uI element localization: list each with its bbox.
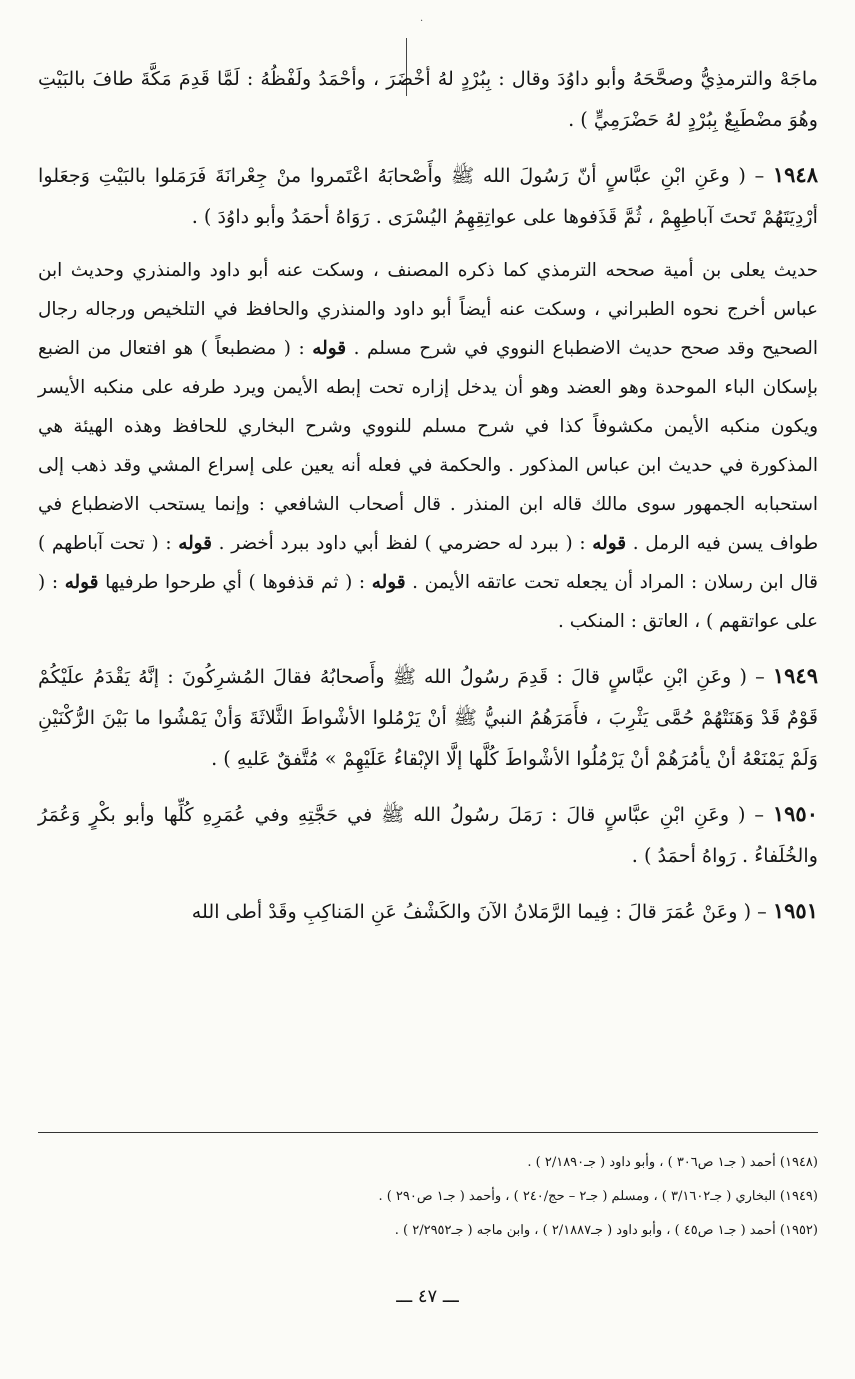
hadith-text-1949: – ( وعَنِ ابْنِ عبَّاسٍ قالَ : قَدِمَ رسُولُ الله ﷺ وأَصحابُهُ فقالَ المُشرِكُونَ : إنَّهُ يَقْدَمُ علَيْكُمْ قَوْمٌ قَدْ وَهَنَتْهُمْ حُمَّى يَثْرِبَ ، فأَمَرَهُمُ النبيُّ ﷺ أنْ يَرْمُلوا الأشْواطَ الثَّلاثَةَ وَأنْ يَمْشُوا ما بَيْنَ الرُّكْنَيْنِ وَلَمْ يَمْنَعْهُ أنْ يأمُرَهُمْ أنْ يَرْمُلُوا الأشْواطَ كُلَّها إلَّا الإبْقاءُ عَلَيْهِمْ » مُتَّفقٌ عَليهِ ) . [38,665,818,770]
paragraph-top [38,58,818,140]
keyword-qawluh-2: قوله [592,533,627,554]
commentary-p3: : ( ببرد له حضرمي ) لفظ أبي داود ببرد أخضر . [218,533,593,554]
hadith-number-1949: ١٩٤٩ [772,663,818,688]
top-line-text: ماجَهْ والترمذِيُّ وصحَّحَهُ وأبو داوُدَ وقال : بِبُرْدٍ لهُ أخْضَرَ ، وأحْمَدُ ولَفْظُهُ : لَمَّا قَدِمَ مَكَّةَ طافَ بالبَيْتِ وهُوَ مضْطَبِعٌ بِبُرْدٍ لهُ حَضْرَمِيٍّ ) . [38,67,818,131]
footnote-divider [38,1132,818,1133]
keyword-qawluh-4: قوله [371,572,406,593]
hadith-1948 [38,154,818,237]
commentary-p1: حديث يعلى بن أمية صححه الترمذي كما ذكره المصنف ، وسكت عنه أبو داود والمنذري وحديث ابن عباس أخرج نحوه الطبراني ، وسكت عنه أيضاً أبو داود والمنذري والحافظ في التلخيص ورجاله رجال الصحيح وقد صحح حديث الاضطباع النووي في شرح مسلم . [38,260,818,359]
hadith-1950 [38,793,818,876]
footnote-1949: (١٩٤٩) البخاري ( جـ٣/١٦٠٢ ) ، ومسلم ( جـ٢ – حج/٢٤٠ ) ، وأحمد ( جـ١ ص٢٩٠ ) . [378,1189,818,1204]
hadith-1949 [38,655,818,779]
hadith-number-1951: ١٩٥١ [772,898,818,923]
hadith-text-1948: – ( وعَنِ ابْنِ عبَّاسٍ أنّ رَسُولَ الله ﷺ وأَصْحابَهُ اعْتَمروا منْ جِعْرانَةَ فَرَمَلوا بالبَيْتِ وَجعَلوا أرْدِيَتَهُمْ تَحتَ آباطِهِمْ ، ثُمَّ قَذَفوها على عواتِقِهِمُ اليُسْرَى . رَوَاهُ أحمَدُ وأبو داوُدَ ) . [38,164,818,228]
footnotes [38,1146,818,1248]
keyword-qawluh-1: قوله [312,338,347,359]
keyword-qawluh-5: قوله [64,572,99,593]
commentary-p6: : ( على عواتقهم ) ، العاتق : المنكب . [38,572,818,632]
commentary-p2: : ( مضطبعاً ) هو افتعال من الضبع بإسكان الباء الموحدة وهو العضد وهو أن يدخل إزاره تحت إبطه الأيمن ويرد طرفه على منكبه الأيسر ويكون منكبه الأيمن مكشوفاً كذا في شرح مسلم للنووي وشرح البخاري للحافظ وهذه الهيئة هي المذكورة في حديث ابن عباس المذكور . والحكمة في فعله أنه يعين على إسراع المشي وقد ذهب إلى استحبابه الجمهور سوى مالك قاله ابن المنذر . قال أصحاب الشافعي : وإنما يستحب الاضطباع في طواف يسن فيه الرمل . [38,338,818,554]
page-number: ـــ ٤٧ ـــ [396,1286,459,1307]
scan-mark: · [420,16,424,27]
hadith-text-1950: – ( وعَنِ ابْنِ عبَّاسٍ قالَ : رَمَلَ رسُولُ الله ﷺ في حَجَّتِهِ وفي عُمَرِهِ كُلِّها وأبو بكْرٍ وَعُمَرُ والخُلَفاءُ . رَواهُ أحمَدُ ) . [38,803,818,867]
commentary-p4: : ( تحت آباطهم ) قال ابن رسلان : المراد أن يجعله تحت عاتقه الأيمن . [38,533,818,593]
page-body [38,58,818,946]
keyword-qawluh-3: قوله [178,533,212,554]
hadith-number-1948: ١٩٤٨ [772,162,818,187]
hadith-1951 [38,890,818,932]
footnote-1952: (١٩٥٢) أحمد ( جـ١ ص٤٥ ) ، وأبو داود ( جـ٢/١٨٨٧ ) ، وابن ماجه ( جـ٢/٢٩٥٢ ) . [394,1223,818,1238]
commentary [38,251,818,641]
commentary-p5: : ( ثم قذفوها ) أي طرحوا طرفيها [105,572,372,593]
hadith-text-1951: – ( وعَنْ عُمَرَ قالَ : فِيما الرَّمَلانُ الآنَ والكَشْفُ عَنِ المَناكِبِ وقَدْ أطى الله [191,900,773,923]
hadith-number-1950: ١٩٥٠ [772,801,818,826]
footnote-1948: (١٩٤٨) أحمد ( جـ١ ص٣٠٦ ) ، وأبو داود ( جـ٢/١٨٩٠ ) . [527,1155,818,1170]
